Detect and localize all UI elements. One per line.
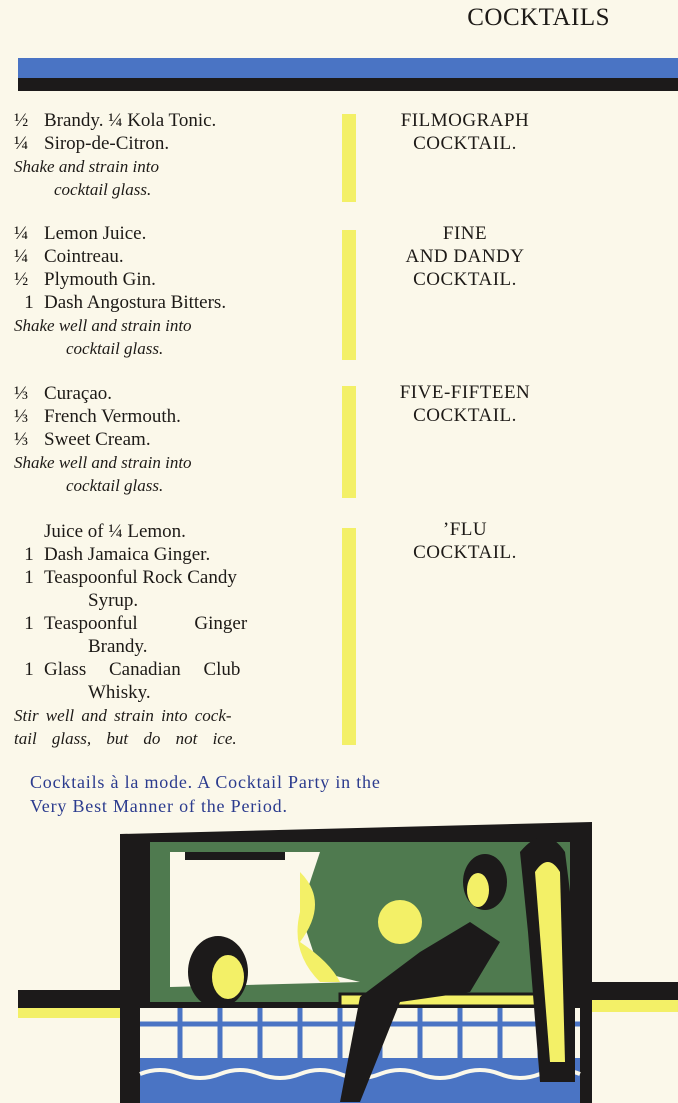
ingredient-qty: ⅓ (14, 383, 29, 404)
ingredient: Teaspoonful Ginger (44, 613, 248, 634)
ingredient-qty: 1 (24, 544, 34, 565)
method: cocktail glass. (54, 180, 152, 199)
black-band (18, 78, 678, 91)
method: Stir well and strain into cock- (14, 706, 232, 725)
method: Shake and strain into (14, 157, 159, 176)
method: cocktail glass. (66, 476, 164, 495)
ingredient: Sweet Cream. (44, 429, 151, 450)
ingredient-qty: 1 (24, 567, 34, 588)
ingredient: Teaspoonful Rock Candy (44, 567, 237, 588)
ingredient-qty: 1 (24, 613, 34, 634)
ingredient-qty: 1 (24, 659, 34, 680)
ingredient: Syrup. (88, 590, 139, 611)
ingredient-qty: ½ (14, 269, 29, 290)
ingredient-qty: ⅓ (14, 429, 29, 450)
yellow-bar (342, 114, 356, 202)
ingredient: Cointreau. (44, 246, 124, 267)
yellow-bar (342, 386, 356, 498)
recipe-filmograph (14, 109, 314, 201)
ingredient: Lemon Juice. (44, 223, 147, 244)
ingredient: Brandy. ¼ Kola Tonic. (44, 110, 217, 131)
ingredient: Sirop-de-Citron. (44, 133, 170, 154)
method: cocktail glass. (66, 339, 164, 358)
ingredient: French Vermouth. (44, 406, 181, 427)
recipe-title: ’FLU COCKTAIL. (413, 519, 517, 563)
recipe-title: FINE AND DANDY COCKTAIL. (405, 223, 525, 290)
ingredient-qty: ¼ (14, 246, 29, 267)
ingredient: Dash Angostura Bitters. (44, 292, 227, 313)
ingredient: Glass Canadian Club (44, 659, 241, 680)
ingredient-qty: ¼ (14, 133, 29, 154)
ingredient-qty: 1 (24, 292, 34, 313)
recipe-five-fifteen (14, 382, 314, 497)
yellow-bar (342, 528, 356, 745)
cocktail-party-illustration (0, 812, 678, 1103)
recipe-flu (14, 520, 314, 750)
yellow-bar (342, 230, 356, 360)
ingredient: Whisky. (88, 682, 151, 703)
method: Shake well and strain into (14, 453, 192, 472)
ingredient: Dash Jamaica Ginger. (44, 544, 211, 565)
ingredient-qty: ⅓ (14, 406, 29, 427)
ingredient: Curaçao. (44, 383, 113, 404)
ingredient-qty: ½ (14, 110, 29, 131)
ingredient: Brandy. (88, 636, 148, 657)
recipe-fine-and-dandy (14, 222, 314, 360)
recipe-title: FIVE-FIFTEEN COCKTAIL. (399, 382, 531, 426)
method: Shake well and strain into (14, 316, 192, 335)
page-header: COCKTAILS (467, 4, 610, 31)
ingredient-qty: ¼ (14, 223, 29, 244)
ingredient: Plymouth Gin. (44, 269, 156, 290)
blue-band (18, 58, 678, 80)
method: tail glass, but do not ice. (14, 729, 237, 748)
ingredient: Juice of ¼ Lemon. (44, 521, 186, 542)
recipe-title: FILMOGRAPH COCKTAIL. (400, 110, 530, 154)
illustration-caption: Cocktails à la mode. A Cocktail Party in the Very Best Manner of the Period. (30, 772, 381, 816)
